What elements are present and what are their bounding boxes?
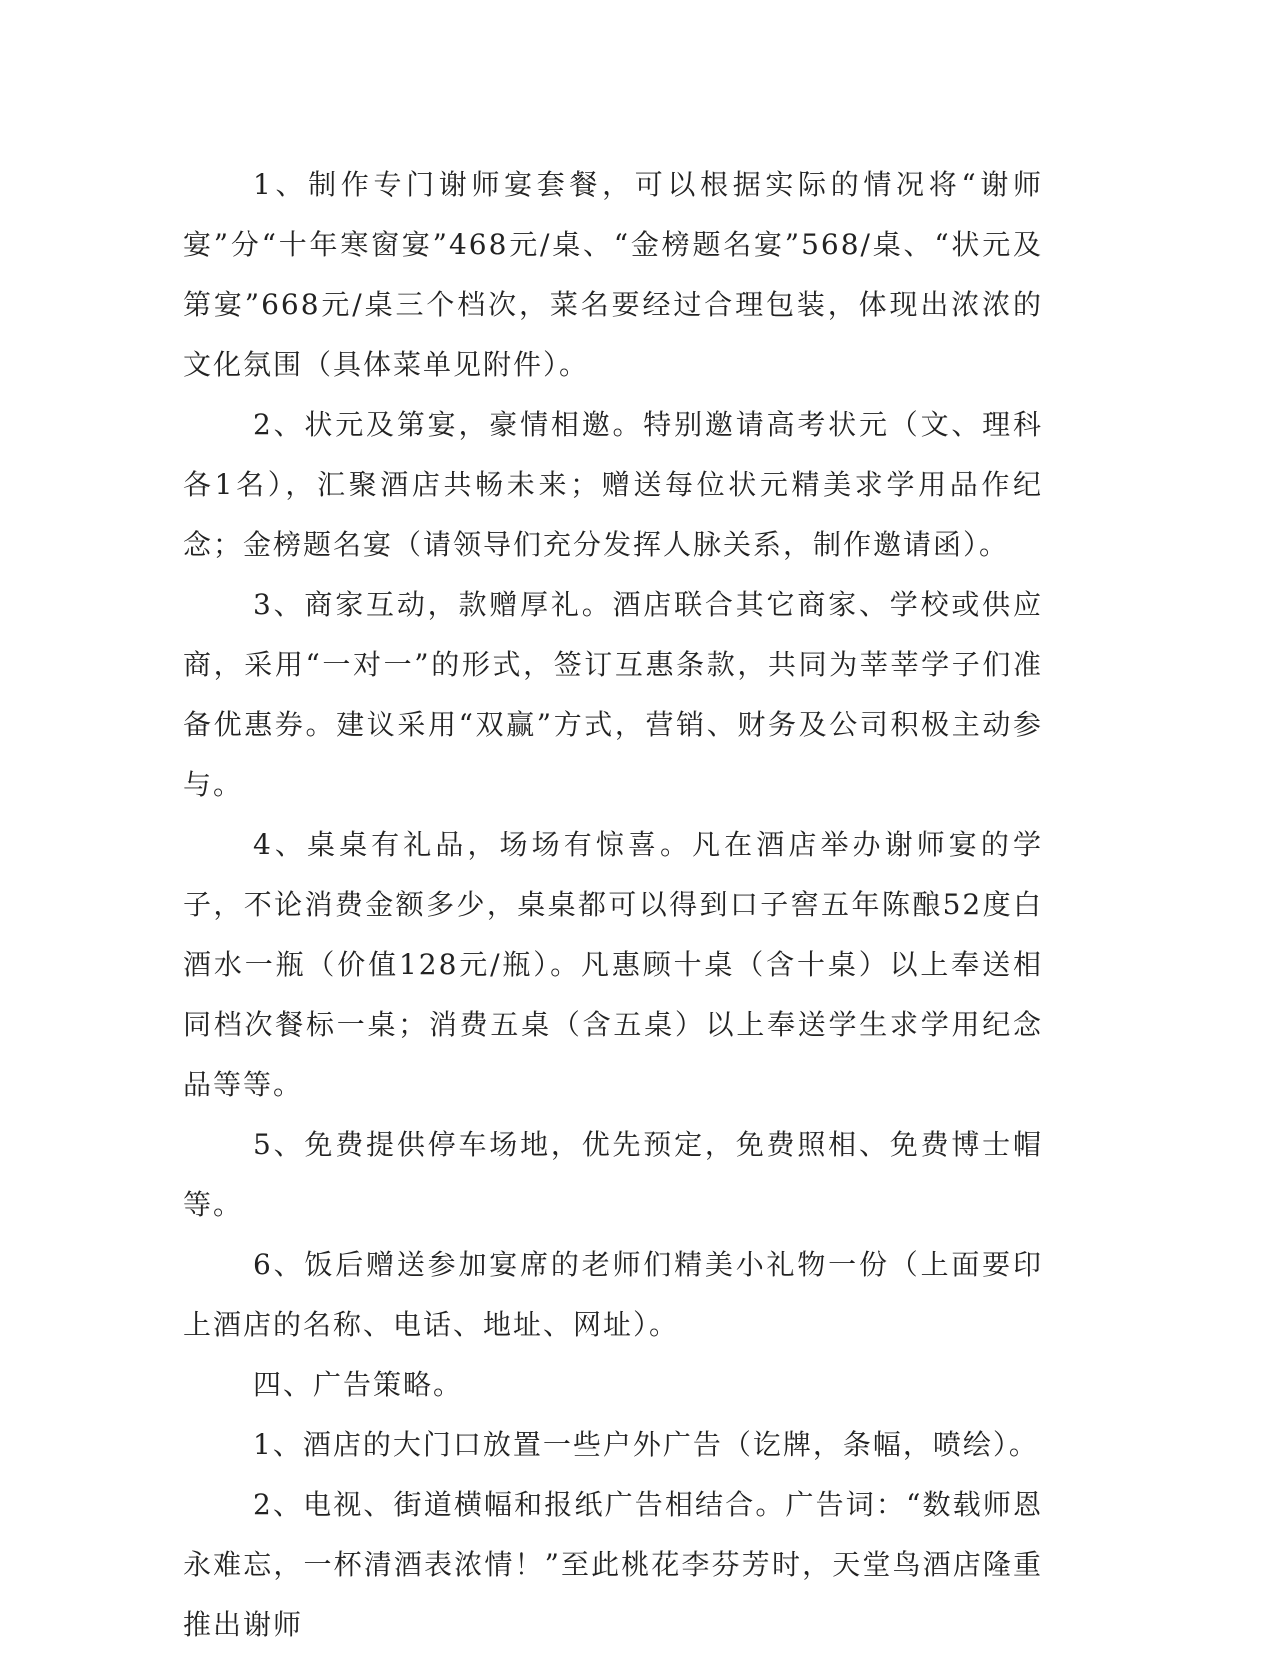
paragraph-top-scorer-banquet: 2、状元及第宴，豪情相邀。特别邀请高考状元（文、理科各1名），汇聚酒店共畅未来；赠送每位状元精美求学用品作纪念；金榜题名宴（请领导们充分发挥人脉关系，制作邀请函）。 [183,408,1043,561]
paragraph-teacher-gifts: 6、饭后赠送参加宴席的老师们精美小礼物一份（上面要印上酒店的名称、电话、地址、网址）。 [183,1248,1043,1341]
paragraph-merchant-interaction: 3、商家互动，款赠厚礼。酒店联合其它商家、学校或供应商，采用“一对一”的形式，签订互惠条款，共同为莘莘学子们准备优惠券。建议采用“双赢”方式，营销、财务及公司积极主动参与。 [183,588,1043,801]
paragraph-gifts: 4、桌桌有礼品，场场有惊喜。凡在酒店举办谢师宴的学子，不论消费金额多少，桌桌都可以得到口子窖五年陈酿52度白酒水一瓶（价值128元/瓶）。凡惠顾十桌（含十桌）以上奉送相同档次餐标一桌；消费五桌（含五桌）以上奉送学生求学用纪念品等等。 [183,828,1043,1101]
section-heading-advertising: 四、广告策略。 [253,1368,464,1401]
paragraph-media-ads: 2、电视、街道横幅和报纸广告相结合。广告词：“数载师恩永难忘，一杯清酒表浓情！”至此桃花李芬芳时，天堂鸟酒店隆重推出谢师 [183,1488,1043,1641]
document-body [183,155,1043,1655]
paragraph-free-services: 5、免费提供停车场地，优先预定，免费照相、免费博士帽等。 [183,1128,1043,1221]
paragraph-menu-packages: 1、制作专门谢师宴套餐，可以根据实际的情况将“谢师宴”分“十年寒窗宴”468元/桌、“金榜题名宴”568/桌、“状元及第宴”668元/桌三个档次，菜名要经过合理包装，体现出浓浓的文化氛围（具体菜单见附件）。 [183,168,1043,381]
paragraph-outdoor-ads: 1、酒店的大门口放置一些户外广告（讫牌，条幅，喷绘）。 [253,1428,1039,1461]
